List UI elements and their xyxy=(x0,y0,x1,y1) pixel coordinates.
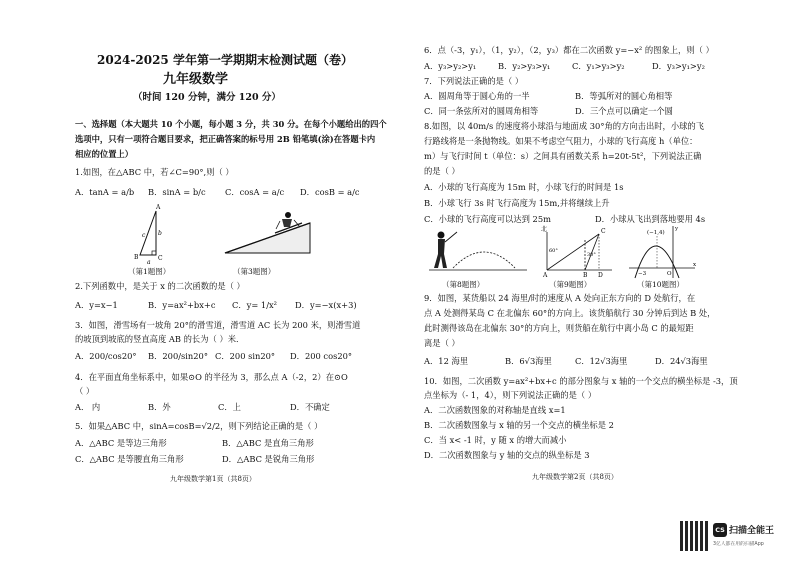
q8-line3: m）与飞行时间 t（单位：s）之间具有函数关系 h=20t-5t²，下列说法正确 xyxy=(424,151,702,161)
q2-option-a: A．y=x−1 xyxy=(75,300,118,310)
q8-option-a: A．小球的飞行高度为 15m 时，小球飞行的时间是 1s xyxy=(424,182,624,192)
fig1-side-b: b xyxy=(158,230,162,237)
q9-line2: 点 A 处测得某岛 C 在北偏东 60°的方向上。该货船航行 30 分钟后到达 B 处， xyxy=(424,308,716,318)
q2-stem: 2.下列函数中，是关于 x 的二次函数的是（ ） xyxy=(75,281,245,291)
q8-option-d: D．小球从飞出到落地要用 4s xyxy=(595,214,706,224)
q2-option-c: C．y= 1/x² xyxy=(232,300,278,310)
q3-option-d: D．200 cos20° xyxy=(290,351,353,361)
q10-option-c: C．当 x< -1 时，y 随 x 的增大而减小 xyxy=(424,435,567,445)
fig10-x-label: x xyxy=(693,262,697,268)
fig10-caption: （第10题图） xyxy=(637,280,685,289)
section1-heading-line1: 一、选择题（本大题共 10 个小题，每小题 3 分，共 30 分。在每个小题给出的四个 xyxy=(75,119,387,129)
q8-line1: 8.如图，以 40m/s 的速度将小球沿与地面成 30°角的方向击出时，小球的飞 xyxy=(424,121,705,131)
q3-line2: 的坡顶到坡底的竖直高度 AB 的长为（ ）米． xyxy=(75,334,245,344)
fig10-origin-label: O xyxy=(667,271,672,277)
q4-option-c: C．上 xyxy=(218,402,241,412)
fig9-label-north: 北 xyxy=(541,226,548,233)
fig1-caption: （第1题图） xyxy=(128,267,171,276)
q1-option-a: A．tanA = a/b xyxy=(75,187,135,197)
q5-option-a: A．△ABC 是等边三角形 xyxy=(75,438,167,448)
camscanner-tagline: 3亿人都在用的扫描App xyxy=(713,542,764,547)
q8-option-c: C．小球的飞行高度可以达到 25m xyxy=(424,214,551,224)
fig1-side-c: c xyxy=(142,232,146,239)
q9-line4: 离是（ ） xyxy=(424,338,460,348)
q10-line1: 10．如图，二次函数 y=ax²+bx+c 的部分图象与 x 轴的一个交点的横坐标是 -3，顶 xyxy=(424,376,738,386)
q3-option-c: C．200 sin20° xyxy=(215,351,276,361)
exam-title: 2024-2025 学年第一学期期末检测试题（卷） xyxy=(97,53,353,67)
camscanner-logo-icon: CS xyxy=(713,523,727,537)
q6-option-a: A．y₃>y₂>y₁ xyxy=(424,61,477,71)
figure9-navigation xyxy=(537,226,617,279)
q4-line2: （ ） xyxy=(75,386,95,396)
fig9-angle-60: 60° xyxy=(549,248,558,254)
q1-stem: 1.如图，在△ABC 中，若∠C=90°,则（ ） xyxy=(75,167,234,177)
q6-option-d: D．y₃>y₁>y₂ xyxy=(652,61,705,71)
right-page xyxy=(397,0,794,561)
q1-option-b: B．sinA = b/c xyxy=(148,187,206,197)
q3-option-a: A．200/cos20° xyxy=(75,351,137,361)
q5-option-c: C．△ABC 是等腰直角三角形 xyxy=(75,454,184,464)
q9-option-a: A．12 海里 xyxy=(424,356,469,366)
figure10-parabola-graph xyxy=(629,224,699,279)
q2-option-b: B．y=ax²+bx+c xyxy=(148,300,216,310)
q10-line2: 点坐标为（- 1，4），则下列说法正确的是（ ） xyxy=(424,390,597,400)
q3-option-b: B．200/sin20° xyxy=(148,351,208,361)
q5-option-b: B．△ABC 是直角三角形 xyxy=(222,438,314,448)
exam-subject: 九年级数学 xyxy=(163,72,229,87)
fig9-caption: （第9题图） xyxy=(549,280,592,289)
figure3-ski-slope xyxy=(220,205,315,260)
fig9-label-d: D xyxy=(598,272,603,279)
left-page-footer: 九年级数学第1页（共8页） xyxy=(170,475,256,483)
exam-time-info: （时间 120 分钟，满分 120 分） xyxy=(133,92,281,103)
fig9-label-c: C xyxy=(601,228,606,235)
camscanner-app-name: 扫描全能王 xyxy=(729,526,775,536)
fig1-label-b-vertex: B xyxy=(134,254,139,261)
figure1-triangle xyxy=(120,205,180,265)
q9-line3: 此时测得该岛在北偏东 30°的方向上，则货船在航行中离小岛 C 的最短距 xyxy=(424,323,694,333)
fig10-y-label: y xyxy=(675,226,679,232)
q7-option-c: C．同一条弦所对的圆周角相等 xyxy=(424,106,539,116)
fig9-label-b: B xyxy=(583,272,588,279)
fig3-caption: （第3题图） xyxy=(233,267,276,276)
fig1-label-a-vertex: A xyxy=(156,204,161,211)
q9-option-d: D．24√3海里 xyxy=(655,356,708,366)
q10-option-d: D．二次函数图象与 y 轴的交点的纵坐标是 3 xyxy=(424,450,590,460)
q6-option-c: C．y₁>y₃>y₂ xyxy=(572,61,625,71)
q8-option-b: B．小球飞行 3s 时飞行高度为 15m,并将继续上升 xyxy=(424,198,610,208)
fig10-neg3-label: −3 xyxy=(638,271,647,277)
q4-line1: 4．在平面直角坐标系中，如果⊙O 的半径为 3，那么点 A（-2，2）在⊙O xyxy=(75,372,348,382)
q3-line1: 3．如图，滑雪场有一坡角 20°的滑雪道，滑雪道 AC 长为 200 米，则滑雪道 xyxy=(75,320,361,330)
q9-option-b: B．6√3海里 xyxy=(505,356,552,366)
q4-option-b: B．外 xyxy=(148,402,171,412)
q7-stem: 7．下列说法正确的是（ ） xyxy=(424,76,524,86)
q8-line4: 的是（ ） xyxy=(424,166,460,176)
q10-option-b: B．二次函数图象与 x 轴的另一个交点的横坐标是 2 xyxy=(424,420,614,430)
section1-heading-line2: 选项中，只有一项符合题目要求，把正确答案的标号用 2B 铅笔填(涂)在答题卡内 xyxy=(75,134,376,144)
q5-option-d: D．△ABC 是锐角三角形 xyxy=(222,454,315,464)
fig10-vertex-label: (−1,4) xyxy=(647,230,665,236)
q1-option-d: D．cosB = a/c xyxy=(300,187,360,197)
q10-option-a: A．二次函数图象的对称轴是直线 x=1 xyxy=(424,405,566,415)
q1-option-c: C．cosA = a/c xyxy=(225,187,285,197)
figure8-golf-parabola xyxy=(429,226,529,276)
fig9-angle-30: 30° xyxy=(587,252,596,258)
qr-code xyxy=(680,521,710,551)
q4-option-d: D．不确定 xyxy=(290,402,330,412)
section1-heading-line3: 相应的位置上） xyxy=(75,149,134,159)
q2-option-d: D．y=−x(x+3) xyxy=(295,300,357,310)
q7-option-b: B．等弧所对的圆心角相等 xyxy=(575,91,673,101)
q7-option-a: A．圆周角等于圆心角的一半 xyxy=(424,91,530,101)
q6-stem: 6．点（-3，y₁），（1，y₂），（2，y₃）都在二次函数 y=−x² 的图象上，则（ ） xyxy=(424,45,714,55)
q9-line1: 9．如图，某货船以 24 海里/时的速度从 A 处向正东方向的 D 处航行，在 xyxy=(424,293,696,303)
q5-stem: 5．如果△ABC 中，sinA=cosB=√2/2，则下列结论正确的是（ ） xyxy=(75,421,323,431)
fig1-label-c-vertex: C xyxy=(158,255,163,262)
q7-option-d: D．三个点可以确定一个圆 xyxy=(575,106,673,116)
q8-line2: 行路线将是一条抛物线。如果不考虑空气阻力，小球的飞行高度 h（单位： xyxy=(424,136,698,146)
fig1-side-a: a xyxy=(147,259,151,266)
right-page-footer: 九年级数学第2页（共8页） xyxy=(532,473,618,481)
q4-option-a: A． 内 xyxy=(75,402,101,412)
fig9-label-a: A xyxy=(543,272,548,279)
q9-option-c: C．12√3海里 xyxy=(575,356,628,366)
q6-option-b: B．y₂>y₃>y₁ xyxy=(498,61,551,71)
fig8-caption: （第8题图） xyxy=(442,280,485,289)
